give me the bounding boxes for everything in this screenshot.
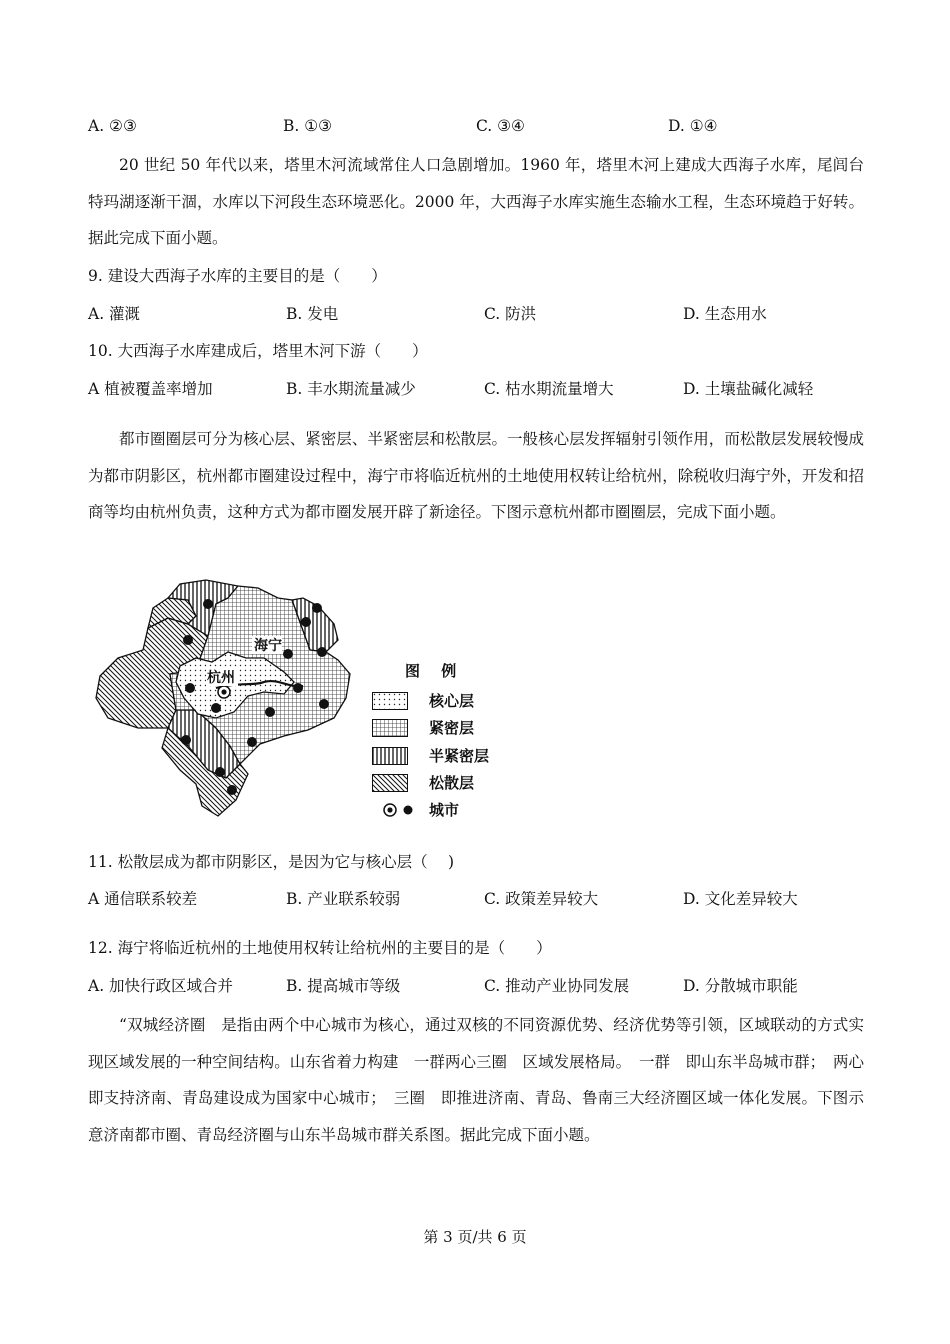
q10-option-a[interactable]: A 植被覆盖率增加 [88, 380, 213, 398]
passage-shandong: “双城经济圈 是指由两个中心城市为核心，通过双核的不同资源优势、经济优势等引领，区域联动的方式实现区域发展的一种空间结构。山东省着力构建 一群两心三圈 区域发展格局。 一群 即山东半岛城市群； 两心 即支持济南、青岛建设成为国家中心城市； 三圈 即推进济南、青岛、鲁南三大经济圈区域一体化发展。下图示意济南都市圈、青岛经济圈与山东半岛城市群关系图。据此完成下面小题。 [88, 1016, 880, 1144]
q11-stem: 11. 松散层成为都市阴影区，是因为它与核心层（ ) [88, 853, 455, 871]
q8-options [88, 116, 868, 136]
legend-title: 图 例 [405, 662, 465, 680]
hangzhou-capital-marker [218, 686, 230, 698]
q10-option-b[interactable]: B. 丰水期流量减少 [286, 380, 416, 398]
q10-option-c[interactable]: C. 枯水期流量增大 [484, 380, 614, 398]
q9-option-c[interactable]: C. 防洪 [484, 305, 537, 323]
city-marker [227, 785, 237, 795]
q9-option-a[interactable]: A. 灌溉 [88, 305, 141, 323]
passage-hangzhou: 都市圈圈层可分为核心层、紧密层、半紧密层和松散层。一般核心层发挥辐射引领作用，而松散层发展较慢成为都市阴影区，杭州都市圈建设过程中，海宁市将临近杭州的土地使用权转让给杭州，除税收归海宁外，开发和招商等均由杭州负责，这种方式为都市圈发展开辟了新途径。下图示意杭州都市圈圈层，完成下面小题。 [88, 430, 864, 521]
core-swatch-icon [372, 692, 408, 710]
q10-option-d[interactable]: D. 土壤盐碱化减轻 [683, 380, 814, 398]
city-symbol-icon [382, 802, 418, 818]
q9-options [88, 304, 868, 324]
passage-tarim: 20 世纪 50 年代以来，塔里木河流域常住人口急剧增加。1960 年，塔里木河上建成大西海子水库，尾闾台特玛湖逐渐干涸，水库以下河段生态环境恶化。2000 年，大西海子水库实施生态输水工程，生态环境趋于好转。据此完成下面小题。 [88, 156, 864, 247]
q12-option-b[interactable]: B. 提高城市等级 [286, 977, 401, 995]
q11-option-d[interactable]: D. 文化差异较大 [683, 890, 798, 908]
legend-label-loose: 松散层 [429, 774, 475, 792]
q12-options [88, 976, 868, 996]
q10-stem: 10. 大西海子水库建成后，塔里木河下游（ ） [88, 342, 428, 360]
q12-option-a[interactable]: A. 加快行政区域合并 [88, 977, 234, 995]
legend-label-semi-compact: 半紧密层 [429, 747, 490, 765]
q11-option-c[interactable]: C. 政策差异较大 [484, 890, 599, 908]
city-marker [312, 603, 322, 613]
city-marker [203, 599, 213, 609]
q12-option-c[interactable]: C. 推动产业协同发展 [484, 977, 630, 995]
q8-option-c[interactable]: C. ③④ [476, 117, 525, 135]
q11-option-b[interactable]: B. 产业联系较弱 [286, 890, 401, 908]
legend-label-core: 核心层 [429, 692, 475, 710]
city-marker [301, 617, 311, 627]
city-marker [183, 635, 193, 645]
city-marker [293, 683, 303, 693]
map-label-hangzhou: 杭州 [207, 670, 235, 686]
page-footer: 第 3 页/共 6 页 [423, 1228, 527, 1246]
city-marker [319, 699, 329, 709]
compact-swatch-icon [372, 719, 408, 737]
city-marker [185, 683, 195, 693]
q8-option-d[interactable]: D. ①④ [668, 117, 718, 135]
city-marker [265, 707, 275, 717]
loose-swatch-icon [372, 774, 408, 792]
city-marker [317, 647, 327, 657]
city-marker [283, 649, 293, 659]
map-label-haining: 海宁 [254, 638, 282, 654]
q12-stem: 12. 海宁将临近杭州的土地使用权转让给杭州的主要目的是（ ） [88, 939, 552, 957]
q11-option-a[interactable]: A 通信联系较差 [88, 890, 198, 908]
city-marker [247, 737, 257, 747]
q9-option-b[interactable]: B. 发电 [286, 305, 339, 323]
q9-option-d[interactable]: D. 生态用水 [683, 305, 767, 323]
q8-option-a[interactable]: A. ②③ [88, 117, 137, 135]
q11-options [88, 889, 868, 909]
semi-compact-swatch-icon [372, 747, 408, 765]
q8-option-b[interactable]: B. ①③ [283, 117, 333, 135]
q9-stem: 9. 建设大西海子水库的主要目的是（ ） [88, 267, 387, 285]
legend-label-compact: 紧密层 [429, 719, 475, 737]
city-marker [181, 735, 191, 745]
legend-label-city: 城市 [429, 801, 460, 819]
q10-options [88, 379, 868, 399]
city-marker [211, 703, 221, 713]
city-marker [215, 767, 225, 777]
q12-option-d[interactable]: D. 分散城市职能 [683, 977, 798, 995]
